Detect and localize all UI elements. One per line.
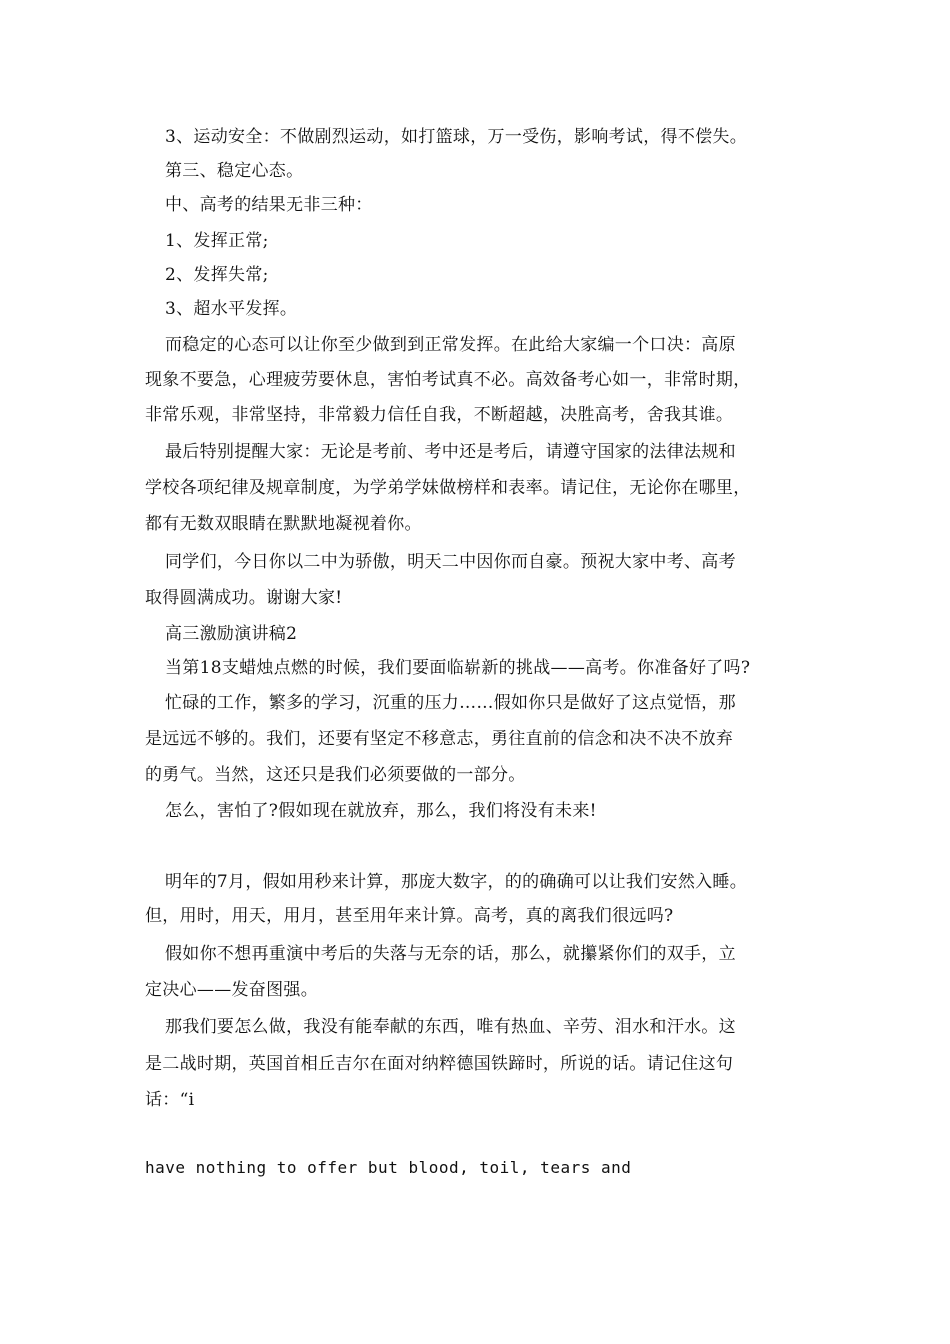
text-line: 中、高考的结果无非三种： [165,195,373,215]
list-item: 1、发挥正常; [165,231,269,251]
text-line: 但，用时，用天，用月，甚至用年来计算。高考，真的离我们很远吗? [145,906,674,926]
text-line: 是二战时期，英国首相丘吉尔在面对纳粹德国铁蹄时，所说的话。请记住这句 [145,1054,734,1074]
text-line: 怎么，害怕了?假如现在就放弃，那么，我们将没有未来! [165,801,597,821]
list-item: 2、发挥失常; [165,265,269,285]
text-line: 忙碌的工作，繁多的学习，沉重的压力……假如你只是做好了这点觉悟，那 [165,693,736,713]
text-line: 都有无数双眼睛在默默地凝视着你。 [145,514,422,534]
text-line: 假如你不想再重演中考后的失落与无奈的话，那么，就攥紧你们的双手，立 [165,944,736,964]
text-line: 3、运动安全：不做剧烈运动，如打篮球，万一受伤，影响考试，得不偿失。 [165,127,748,147]
list-item: 3、超水平发挥。 [165,299,298,319]
english-quote-line: have nothing to offer but blood, toil, tears and [145,1158,632,1177]
text-line: 取得圆满成功。谢谢大家! [145,588,343,608]
text-line: 最后特别提醒大家：无论是考前、考中还是考后，请遵守国家的法律法规和 [165,442,736,462]
text-line: 现象不要急，心理疲劳要休息，害怕考试真不必。高效备考心如一，非常时期， [145,370,751,390]
text-line: 当第18支蜡烛点燃的时候，我们要面临崭新的挑战——高考。你准备好了吗? [165,658,751,678]
text-line: 话：“i [145,1090,195,1110]
text-line: 是远远不够的。我们，还要有坚定不移意志，勇往直前的信念和决不决不放弃 [145,729,734,749]
text-line: 那我们要怎么做，我没有能奉献的东西，唯有热血、辛劳、泪水和汗水。这 [165,1017,736,1037]
text-line: 非常乐观，非常坚持，非常毅力信任自我，不断超越，决胜高考，舍我其谁。 [145,405,734,425]
text-line: 同学们，今日你以二中为骄傲，明天二中因你而自豪。预祝大家中考、高考 [165,552,736,572]
section-heading: 第三、稳定心态。 [165,161,304,181]
text-line: 的勇气。当然，这还只是我们必须要做的一部分。 [145,765,526,785]
text-line: 而稳定的心态可以让你至少做到到正常发挥。在此给大家编一个口决：高原 [165,335,736,355]
text-line: 学校各项纪律及规章制度，为学弟学妹做榜样和表率。请记住，无论你在哪里， [145,478,751,498]
text-line: 定决心——发奋图强。 [145,980,318,1000]
text-line: 明年的7月，假如用秒来计算，那庞大数字，的的确确可以让我们安然入睡。 [165,872,748,892]
section-heading: 高三激励演讲稿2 [165,624,298,644]
